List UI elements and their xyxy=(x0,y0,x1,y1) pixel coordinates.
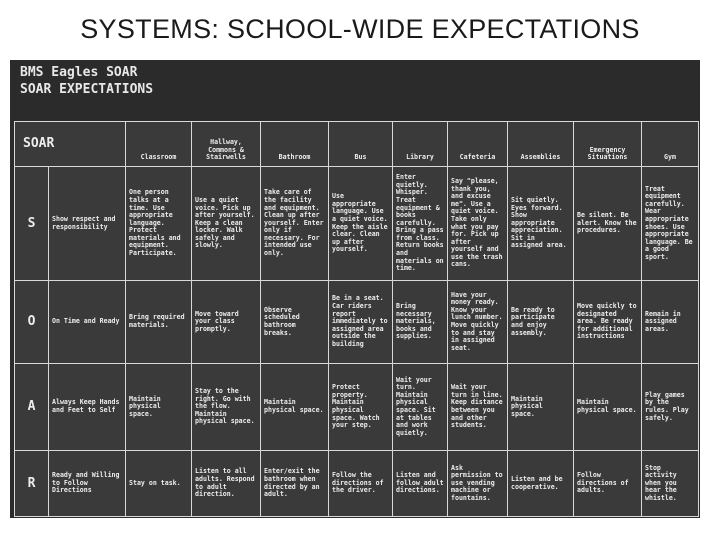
table-cell: Have your money ready. Know your lunch number. Move quickly to and stay in assigned seat. xyxy=(448,281,508,364)
row-letter: O xyxy=(15,281,49,364)
table-cell: Sit quietly. Eyes forward. Show appropriate appreciation. Sit in assigned area. xyxy=(508,167,574,281)
expectations-table xyxy=(14,121,699,517)
column-header: Hallway, Commons & Stairwells xyxy=(192,122,261,167)
table-cell: Wait your turn in line. Keep distance between you and other students. xyxy=(448,364,508,451)
table-cell: Stay to the right. Go with the flow. Maintain physical space. xyxy=(192,364,261,451)
table-cell: Be ready to participate and enjoy assembly. xyxy=(508,281,574,364)
table-cell: Follow the directions of the driver. xyxy=(329,451,393,517)
column-header: Gym xyxy=(642,122,699,167)
table-corner-soar: SOAR xyxy=(15,122,126,167)
table-cell: Protect property. Maintain physical space. Watch your step. xyxy=(329,364,393,451)
row-letter: R xyxy=(15,451,49,517)
table-cell: Listen and be cooperative. xyxy=(508,451,574,517)
table-cell: Be silent. Be alert. Know the procedures. xyxy=(574,167,642,281)
table-cell: Say "please, thank you, and excuse me". Use a quiet voice. Take only what you pay for. Pick up after yourself and use the trash cans. xyxy=(448,167,508,281)
row-intro: Ready and Willing to Follow Directions xyxy=(49,451,126,517)
table-cell: Remain in assigned areas. xyxy=(642,281,699,364)
slide-title: SYSTEMS: SCHOOL-WIDE EXPECTATIONS xyxy=(80,14,640,44)
table-cell: Wait your turn. Maintain physical space. Sit at tables and work quietly. xyxy=(393,364,448,451)
table-cell: Enter quietly. Whisper. Treat equipment & books carefully. Bring a pass from class. Return books and materials on time. xyxy=(393,167,448,281)
table-cell: Take care of the facility and equipment. Clean up after yourself. Enter only if necessary. For intended use only. xyxy=(261,167,329,281)
table-cell: Treat equipment carefully. Wear appropriate shoes. Use appropriate language. Be a good sport. xyxy=(642,167,699,281)
soar-poster xyxy=(10,60,700,518)
table-cell: Observe scheduled bathroom breaks. xyxy=(261,281,329,364)
column-header: Bus xyxy=(329,122,393,167)
row-letter: S xyxy=(15,167,49,281)
column-header: Library xyxy=(393,122,448,167)
column-header: Bathroom xyxy=(261,122,329,167)
table-cell: Maintain physical space. xyxy=(126,364,192,451)
table-cell: Bring necessary materials, books and supplies. xyxy=(393,281,448,364)
table-cell: Maintain physical space. xyxy=(574,364,642,451)
column-header: Cafeteria xyxy=(448,122,508,167)
table-cell: Move toward your class promptly. xyxy=(192,281,261,364)
table-cell: Maintain physical space. xyxy=(508,364,574,451)
table-cell: Follow directions of adults. xyxy=(574,451,642,517)
row-letter: A xyxy=(15,364,49,451)
table-cell: Bring required materials. xyxy=(126,281,192,364)
poster-heading-line1: BMS Eagles SOAR xyxy=(20,65,138,80)
table-cell: Be in a seat. Car riders report immediately to assigned area outside the building xyxy=(329,281,393,364)
table-cell: One person talks at a time. Use appropriate language. Protect materials and equipment. Participate. xyxy=(126,167,192,281)
table-cell: Use appropriate language. Use a quiet voice. Keep the aisle clear. Clean up after yourself. xyxy=(329,167,393,281)
table-cell: Stay on task. xyxy=(126,451,192,517)
column-header: Classroom xyxy=(126,122,192,167)
table-cell: Stop activity when you hear the whistle. xyxy=(642,451,699,517)
table-cell: Use a quiet voice. Pick up after yourself. Keep a clean locker. Walk safely and slowly. xyxy=(192,167,261,281)
table-cell: Maintain physical space. xyxy=(261,364,329,451)
column-header: Assemblies xyxy=(508,122,574,167)
table-cell: Play games by the rules. Play safely. xyxy=(642,364,699,451)
table-cell: Listen and follow adult directions. xyxy=(393,451,448,517)
table-cell: Move quickly to designated area. Be ready for additional instructions xyxy=(574,281,642,364)
column-header: Emergency Situations xyxy=(574,122,642,167)
row-intro: Always Keep Hands and Feet to Self xyxy=(49,364,126,451)
table-cell: Enter/exit the bathroom when directed by an adult. xyxy=(261,451,329,517)
row-intro: Show respect and responsibility xyxy=(49,167,126,281)
table-cell: Ask permission to use vending machine or fountains. xyxy=(448,451,508,517)
table-cell: Listen to all adults. Respond to adult direction. xyxy=(192,451,261,517)
poster-heading-line2: SOAR EXPECTATIONS xyxy=(20,82,154,97)
row-intro: On Time and Ready xyxy=(49,281,126,364)
poster-heading xyxy=(20,64,153,98)
